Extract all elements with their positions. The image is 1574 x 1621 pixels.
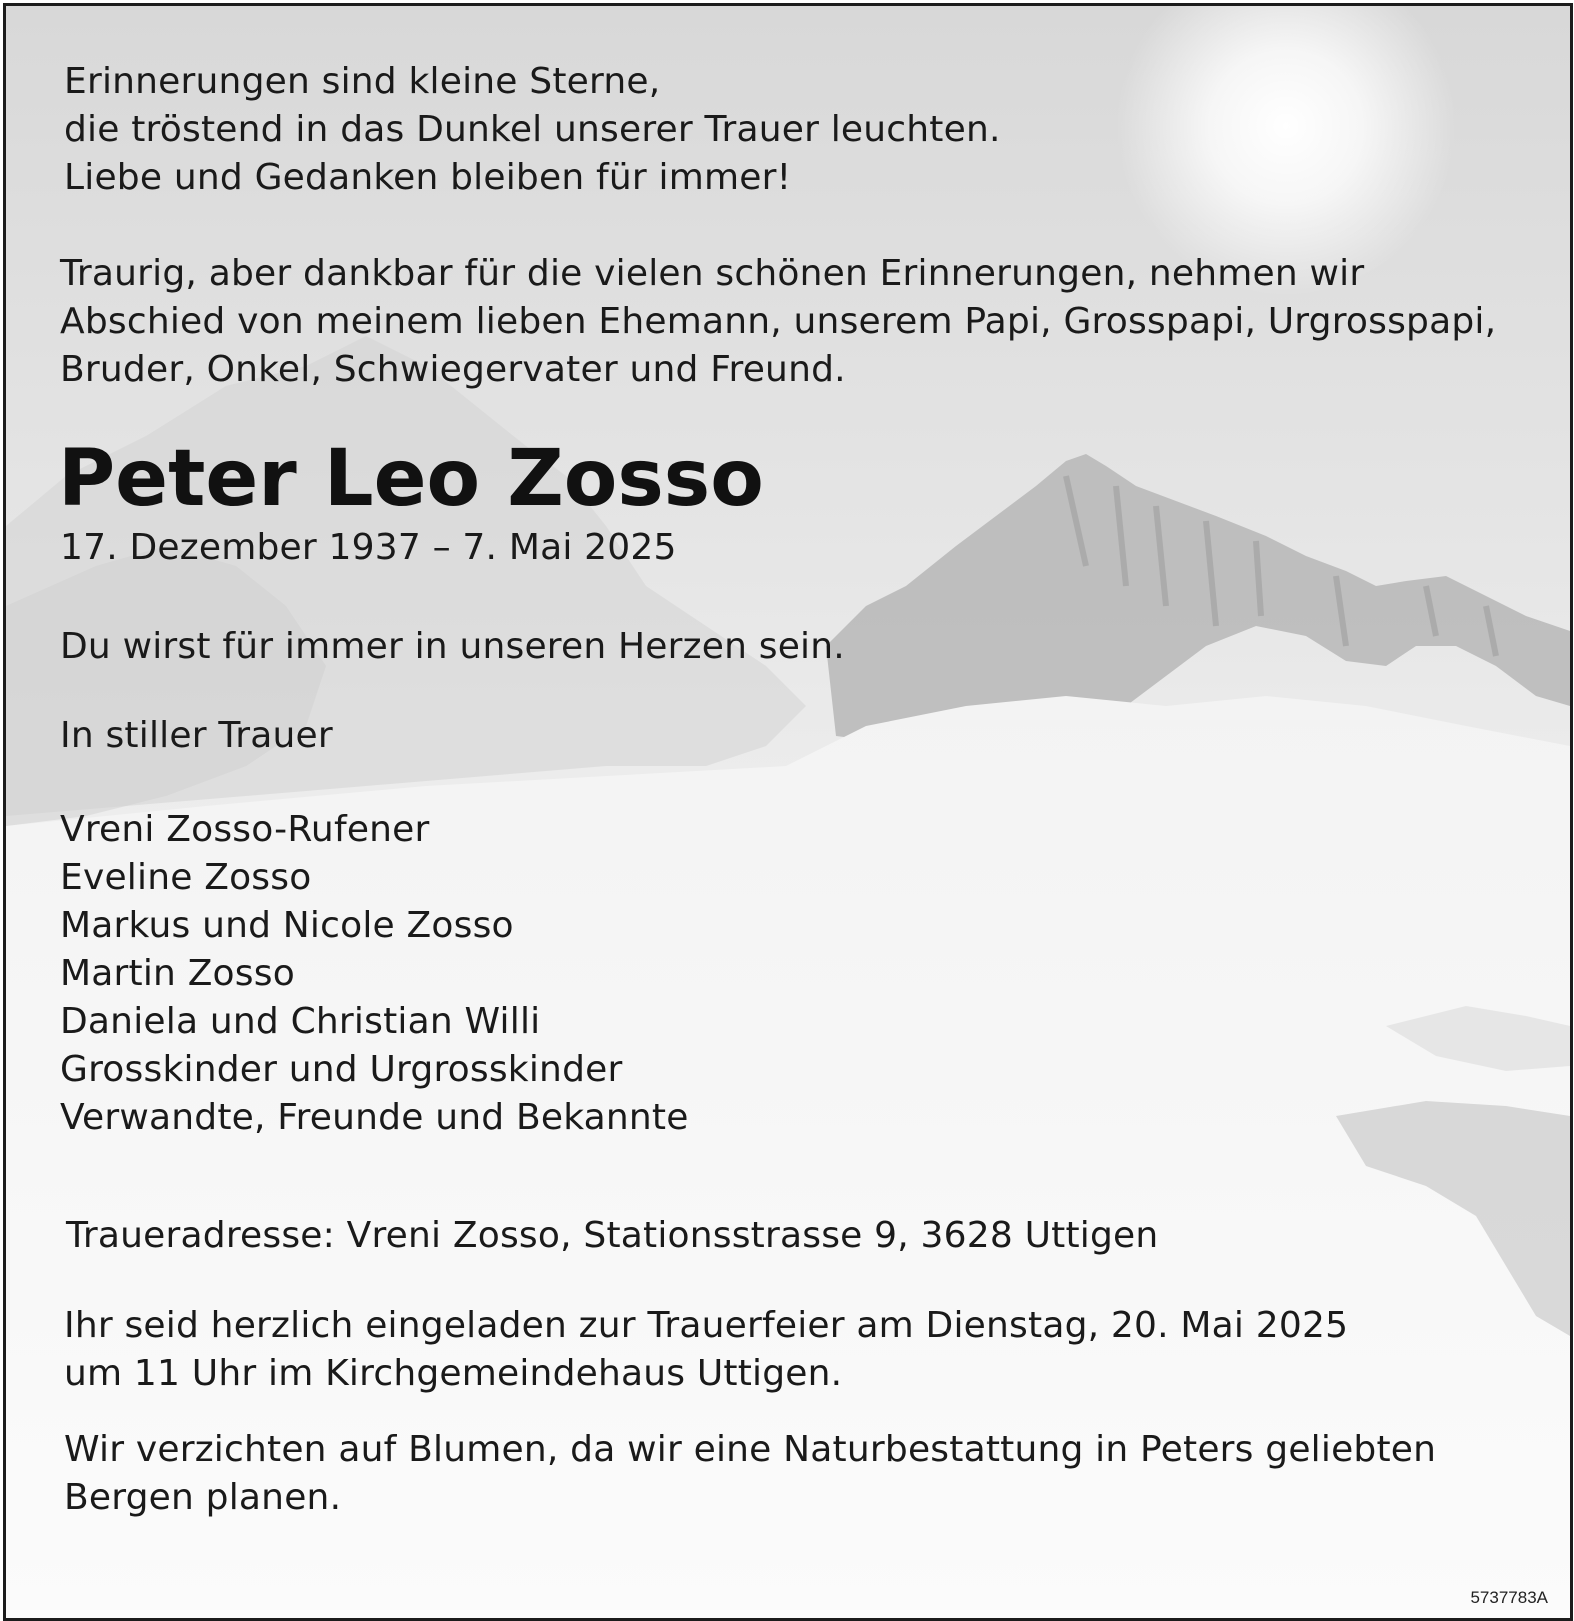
mourning-address: Traueradresse: Vreni Zosso, Stationsstrasse 9, 3628 Uttigen <box>66 1215 1159 1256</box>
poem-line: Erinnerungen sind kleine Sterne, <box>64 61 661 102</box>
intro-line: Bruder, Onkel, Schwiegervater und Freund. <box>60 349 846 390</box>
flowers-line: Wir verzichten auf Blumen, da wir eine Naturbestattung in Peters geliebten <box>64 1429 1437 1470</box>
mourner-name: Markus und Nicole Zosso <box>60 905 514 946</box>
mourner-name: Vreni Zosso-Rufener <box>60 809 430 850</box>
intro-line: Traurig, aber dankbar für die vielen schönen Erinnerungen, nehmen wir <box>60 253 1365 294</box>
intro-text <box>60 250 1496 394</box>
flowers-note <box>64 1426 1436 1522</box>
ceremony-info <box>64 1302 1348 1398</box>
ceremony-line: Ihr seid herzlich eingeladen zur Trauerfeier am Dienstag, 20. Mai 2025 <box>64 1305 1349 1346</box>
deceased-name: Peter Leo Zosso <box>58 434 764 524</box>
tribute-line: Du wirst für immer in unseren Herzen sein. <box>60 626 845 667</box>
mourner-name: Grosskinder und Urgrosskinder <box>60 1049 623 1090</box>
life-dates: 17. Dezember 1937 – 7. Mai 2025 <box>60 527 677 568</box>
flowers-line: Bergen planen. <box>64 1477 342 1518</box>
poem-line: die tröstend in das Dunkel unserer Trauer leuchten. <box>64 109 1001 150</box>
poem-line: Liebe und Gedanken bleiben für immer! <box>64 157 792 198</box>
mourner-name: Verwandte, Freunde und Bekannte <box>60 1097 689 1138</box>
mourner-name: Daniela und Christian Willi <box>60 1001 541 1042</box>
obituary-notice <box>3 3 1573 1621</box>
poem <box>64 58 1001 202</box>
ceremony-line: um 11 Uhr im Kirchgemeindehaus Uttigen. <box>64 1353 843 1394</box>
intro-line: Abschied von meinem lieben Ehemann, unserem Papi, Grosspapi, Urgrosspapi, <box>60 301 1497 342</box>
mourner-name: Martin Zosso <box>60 953 295 994</box>
ad-id-number: 5737783A <box>1470 1588 1548 1607</box>
mourner-name: Eveline Zosso <box>60 857 312 898</box>
mourners-heading: In stiller Trauer <box>60 715 333 756</box>
mourners-list <box>60 806 689 1142</box>
